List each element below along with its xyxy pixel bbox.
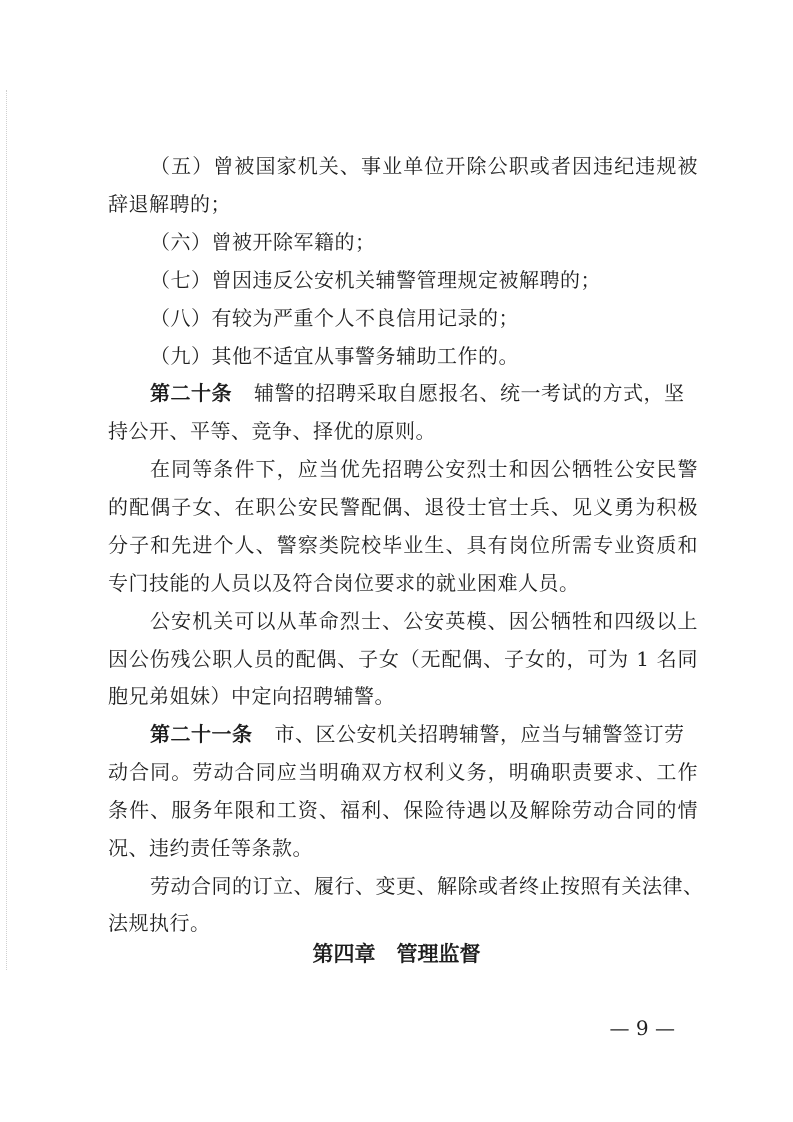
article-21-label: 第二十一条 [150,722,253,746]
contract-para-line-2: 法规执行。 [108,911,211,935]
equal-para-line-3: 分子和先进个人、警察类院校毕业生、具有岗位所需专业资质和 [108,533,698,557]
directed-para-line-1: 公安机关可以从革命烈士、公安英模、因公牺牲和四级以上 [150,609,698,633]
article-21-line-1 [150,720,698,748]
directed-para-line-2: 因公伤残公职人员的配偶、子女（无配偶、子女的，可为 1 名同 [108,647,698,671]
equal-para-line-4: 专门技能的人员以及符合岗位要求的就业困难人员。 [108,571,580,595]
article-21-text-1: 市、区公安机关招聘辅警，应当与辅警签订劳 [274,722,685,746]
page-number: — 9 — [609,1016,675,1040]
contract-para-line-1: 劳动合同的订立、履行、变更、解除或者终止按照有关法律、 [150,874,704,898]
item-5-line-1: （五）曾被国家机关、事业单位开除公职或者因违纪违规被 [150,154,698,178]
item-6: （六）曾被开除军籍的； [150,230,376,254]
item-5-line-2: 辞退解聘的； [108,192,231,216]
article-21-line-2: 动合同。劳动合同应当明确双方权利义务，明确职责要求、工作 [108,760,698,784]
scan-edge-artifact [6,90,8,970]
article-20-label: 第二十条 [150,381,232,405]
item-7: （七）曾因违反公安机关辅警管理规定被解聘的； [150,268,601,292]
directed-para-line-3: 胞兄弟姐妹）中定向招聘辅警。 [108,684,395,708]
article-20-line-2: 持公开、平等、竞争、择优的原则。 [108,419,436,443]
item-8: （八）有较为严重个人不良信用记录的； [150,306,519,330]
article-21-line-4: 况、违约责任等条款。 [108,836,313,860]
equal-para-line-1: 在同等条件下，应当优先招聘公安烈士和因公牺牲公安民警 [150,457,698,481]
article-20-text-1: 辅警的招聘采取自愿报名、统一考试的方式，坚 [254,381,685,405]
article-20-line-1 [150,379,698,407]
item-9: （九）其他不适宜从事警务辅助工作的。 [150,344,519,368]
article-21-line-3: 条件、服务年限和工资、福利、保险待遇以及解除劳动合同的情 [108,798,698,822]
equal-para-line-2: 的配偶子女、在职公安民警配偶、退役士官士兵、见义勇为积极 [108,495,698,519]
chapter-title: 第四章 管理监督 [312,941,481,966]
